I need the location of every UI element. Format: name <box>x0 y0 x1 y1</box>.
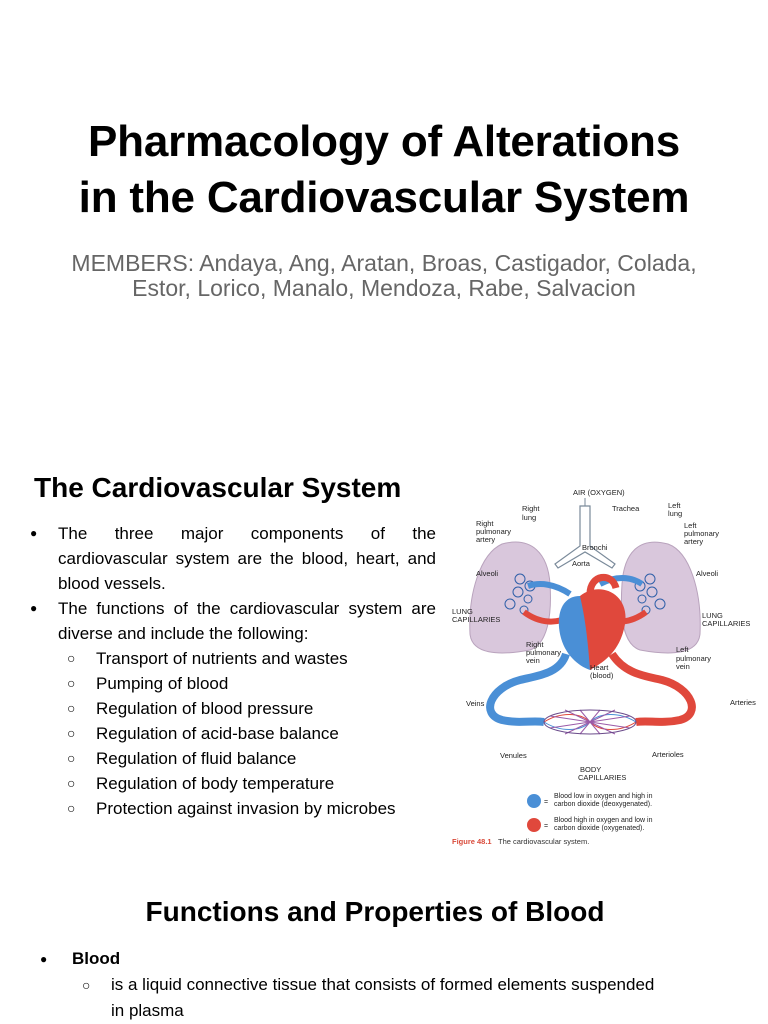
circle-bullet-icon: ○ <box>67 725 76 741</box>
label-lpv-2: pulmonary <box>676 654 712 663</box>
label-lpa-1: Left <box>684 521 697 530</box>
circle-bullet-icon: ○ <box>67 650 76 666</box>
legend-blue-swatch <box>527 794 541 808</box>
legend-red-line-2: carbon dioxide (oxygenated). <box>554 825 645 832</box>
label-lungcap-left-2: CAPILLARIES <box>452 615 501 624</box>
legend-eq-red: = <box>544 823 549 830</box>
label-alveoli-right: Alveoli <box>696 569 719 578</box>
sub-bullet-text: Regulation of blood pressure <box>96 699 314 718</box>
label-arterioles: Arterioles <box>652 750 684 759</box>
cardiovascular-diagram <box>440 484 768 854</box>
circle-bullet-icon: ○ <box>67 750 76 766</box>
members-list <box>20 251 748 301</box>
sub-bullet-item <box>30 646 436 671</box>
label-lungcap-right-1: LUNG <box>702 611 723 620</box>
right-lung-shape <box>470 542 551 653</box>
sub-bullet-text: Regulation of body temperature <box>96 774 335 793</box>
sub-bullet-item <box>40 972 740 998</box>
sub-bullet-text: Protection against invasion by microbes <box>96 799 396 818</box>
label-rpv-1: Right <box>526 640 544 649</box>
sub-bullet-item <box>30 796 436 821</box>
title-line-2: in the Cardiovascular System <box>78 173 690 222</box>
sub-bullet-text: Transport of nutrients and wastes <box>96 649 348 668</box>
legend-blue-line-2: carbon dioxide (deoxygenated). <box>554 801 653 808</box>
label-lpa-2: pulmonary <box>684 529 720 538</box>
sub-bullet-item <box>30 771 436 796</box>
bullet-item <box>30 521 436 596</box>
sub-bullet-text: Regulation of acid-base balance <box>96 724 339 743</box>
label-rpa-2: pulmonary <box>476 527 512 536</box>
legend-eq-blue: = <box>544 799 549 806</box>
figure-caption-text: The cardiovascular system. <box>498 837 590 846</box>
sub-bullet-item <box>30 721 436 746</box>
label-heart-1: Heart <box>590 663 609 672</box>
label-veins: Veins <box>466 699 485 708</box>
bullet-dot-icon: ● <box>30 601 38 615</box>
label-arteries: Arteries <box>730 698 756 707</box>
label-rpa-3: artery <box>476 535 496 544</box>
label-rpv-3: vein <box>526 656 540 665</box>
title-line-1: Pharmacology of Alterations <box>88 117 680 166</box>
blood-definition-line-1: is a liquid connective tissue that consists of formed elements suspended <box>111 975 655 994</box>
circle-bullet-icon: ○ <box>67 800 76 816</box>
label-venules: Venules <box>500 751 527 760</box>
circle-bullet-icon: ○ <box>82 977 91 993</box>
sub-bullet-item <box>30 696 436 721</box>
bullet-dot-icon: ● <box>40 952 48 966</box>
label-alveoli-left: Alveoli <box>476 569 499 578</box>
label-bodycap-2: CAPILLARIES <box>578 773 627 782</box>
label-lpv-1: Left <box>676 645 689 654</box>
label-right-lung-1: Right <box>522 504 540 513</box>
label-rpv-2: pulmonary <box>526 648 562 657</box>
label-rpa-1: Right <box>476 519 494 528</box>
left-lung-shape <box>621 542 700 653</box>
sub-bullet-item <box>30 746 436 771</box>
section-heading-cardiovascular: The Cardiovascular System <box>34 472 402 503</box>
section-heading-blood: Functions and Properties of Blood <box>145 896 605 927</box>
label-left-lung-1: Left <box>668 501 681 510</box>
cardiovascular-diagram-svg <box>440 484 768 854</box>
legend-red-swatch <box>527 818 541 832</box>
cardiovascular-bullet-list <box>30 521 436 821</box>
label-heart-2: (blood) <box>590 671 614 680</box>
label-right-lung-2: lung <box>522 513 537 522</box>
circle-bullet-icon: ○ <box>67 700 76 716</box>
members-line-1: MEMBERS: Andaya, Ang, Aratan, Broas, Castigador, Colada, <box>71 250 697 276</box>
body-capillaries-mesh <box>544 710 636 734</box>
sub-bullet-text: Pumping of blood <box>96 674 229 693</box>
label-lungcap-right-2: CAPILLARIES <box>702 619 751 628</box>
label-lpa-3: artery <box>684 537 704 546</box>
label-bronchi: Bronchi <box>582 543 608 552</box>
label-lpv-3: vein <box>676 662 690 671</box>
label-aorta: Aorta <box>572 559 590 568</box>
document-title <box>0 114 768 226</box>
label-bodycap-1: BODY <box>580 765 602 774</box>
bullet-text: The functions of the cardiovascular system are diverse and include the following: <box>58 599 436 643</box>
label-trachea: Trachea <box>612 504 640 513</box>
sub-bullet-continuation <box>40 998 740 1024</box>
members-line-2: Estor, Lorico, Manalo, Mendoza, Rabe, Salvacion <box>132 275 636 301</box>
figure-caption-number: Figure 48.1 <box>452 837 492 846</box>
circle-bullet-icon: ○ <box>67 775 76 791</box>
bullet-text: The three major components of the cardiovascular system are the blood, heart, and blood vessels. <box>58 524 436 593</box>
label-lungcap-left-1: LUNG <box>452 607 473 616</box>
sub-bullet-text: Regulation of fluid balance <box>96 749 297 768</box>
legend-blue-line-1: Blood low in oxygen and high in <box>554 793 653 800</box>
circle-bullet-icon: ○ <box>67 675 76 691</box>
blood-bullet-list <box>40 946 740 1024</box>
label-left-lung-2: lung <box>668 509 683 518</box>
blood-definition-line-2: in plasma <box>111 1001 184 1020</box>
bullet-item <box>40 946 740 972</box>
blood-term: Blood <box>72 949 121 968</box>
bullet-dot-icon: ● <box>30 526 38 540</box>
legend-red-line-1: Blood high in oxygen and low in <box>554 817 653 824</box>
sub-bullet-item <box>30 671 436 696</box>
label-air: AIR (OXYGEN) <box>573 488 625 497</box>
bullet-item <box>30 596 436 646</box>
